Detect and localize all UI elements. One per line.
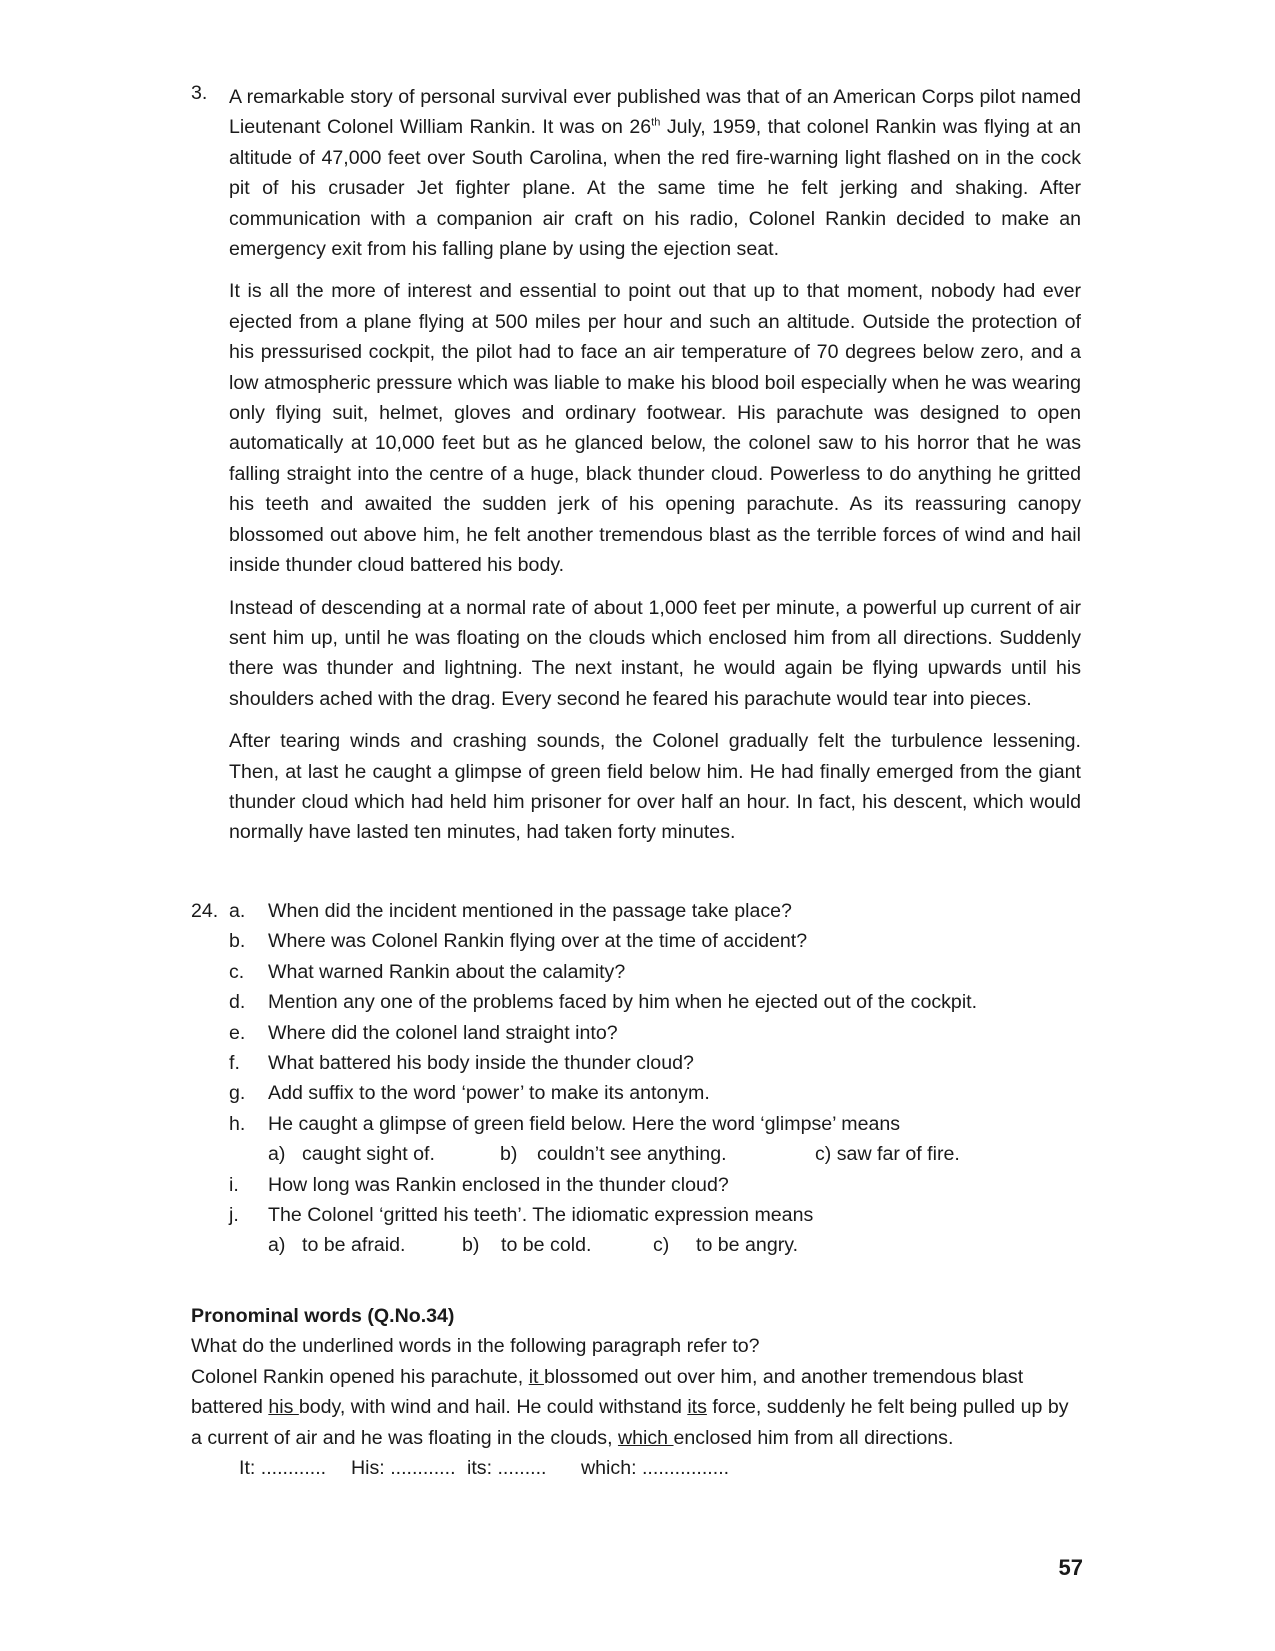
question-item xyxy=(191,926,1081,956)
question-item xyxy=(191,1170,1081,1200)
question-item xyxy=(191,1109,1081,1139)
question-item xyxy=(191,957,1081,987)
passage-paragraph-4: After tearing winds and crashing sounds, the Colonel gradually felt the turbulence lessening. Then, at last he caught a glimpse of green field below him. He had finally emerged from the giant thunder cloud which had held him prisoner for over half an hour. In fact, his descent, which would normally have lasted ten minutes, had taken forty minutes. xyxy=(229,730,1081,844)
question-text: Where was Colonel Rankin flying over at the time of accident? xyxy=(268,930,808,953)
question-letter: h. xyxy=(229,1112,246,1135)
passage-paragraph-2: It is all the more of interest and essential to point out that up to that moment, nobody had ever ejected from a plane flying at 500 miles per hour and such an altitude. Outside the protection of his pressurised cockpit, the pilot had to face an air temperature of 70 degrees below zero, and a low atmospheric pressure which was liable to make his blood boil especially when he was wearing only flying suit, helmet, gloves and ordinary footwear. His parachute was designed to open automatically at 10,000 feet but as he glanced below, the colonel saw to his horror that he was falling straight into the centre of a huge, black thunder cloud. Powerless to do anything he gritted his teeth and awaited the sudden jerk of his opening parachute. As its reassuring canopy blossomed out above him, he felt another tremendous blast as the terrible forces of wind and hail inside thunder cloud battered his body. xyxy=(229,280,1081,577)
question-text: What battered his body inside the thunder cloud? xyxy=(268,1051,694,1074)
option-label: c) xyxy=(653,1234,670,1257)
option-text: c) saw far of fire. xyxy=(815,1143,960,1166)
question-letter: i. xyxy=(229,1173,239,1196)
pronominal-section xyxy=(191,1301,1081,1483)
underlined-word: his xyxy=(268,1396,299,1419)
question-letter: f. xyxy=(229,1051,240,1074)
underlined-word: it xyxy=(528,1365,544,1388)
reading-passage xyxy=(191,82,1081,860)
question-item xyxy=(191,987,1081,1017)
answer-blank: It: ............ xyxy=(239,1457,327,1480)
paragraph-text: A remarkable story of personal survival ever published was that of an American Corps pilot named Lieutenant Colonel William Rankin. It was on 26 xyxy=(229,86,1081,139)
question-text: Add suffix to the word ‘power’ to make its antonym. xyxy=(268,1082,710,1105)
section-prompt: What do the underlined words in the following paragraph refer to? xyxy=(191,1335,760,1358)
paragraph-text: Colonel Rankin opened his parachute, xyxy=(191,1365,529,1388)
question-letter: e. xyxy=(229,1021,246,1044)
question-list xyxy=(191,896,1081,1261)
option-label: b) xyxy=(500,1143,518,1166)
question-text: How long was Rankin enclosed in the thunder cloud? xyxy=(268,1173,729,1196)
option-text: to be angry. xyxy=(696,1234,799,1257)
question-item xyxy=(191,1048,1081,1078)
question-text: Where did the colonel land straight into? xyxy=(268,1021,618,1044)
paragraph-text: body, with wind and hail. He could withstand xyxy=(298,1396,688,1419)
question-text: Mention any one of the problems faced by him when he ejected out of the cockpit. xyxy=(268,991,978,1014)
question-letter: d. xyxy=(229,991,246,1014)
passage-paragraph-1 xyxy=(229,82,1081,264)
question-letter: j. xyxy=(229,1203,239,1226)
ordinal-suffix: th xyxy=(651,116,661,129)
answer-blank: which: ................ xyxy=(581,1457,730,1480)
question-text: The Colonel ‘gritted his teeth’. The idiomatic expression means xyxy=(268,1203,814,1226)
paragraph-text: blossomed out over him, and another tremendous blast battered xyxy=(191,1365,1024,1419)
paragraph-text: enclosed him from all directions. xyxy=(673,1426,954,1449)
question-item xyxy=(191,896,1081,926)
question-number: 24. xyxy=(191,900,219,922)
answer-blank: His: ............ xyxy=(351,1457,456,1480)
underlined-word: which xyxy=(617,1426,674,1449)
answer-blank: its: ......... xyxy=(467,1457,547,1480)
paragraph-text: force, suddenly he felt being pulled up by a current of air and he was floating in the clouds, xyxy=(191,1396,1069,1449)
option-label: b) xyxy=(462,1234,480,1257)
paragraph-text: July, 1959, that colonel Rankin was flying at an altitude of 47,000 feet over South Carolina, when the red fire-warning light flashed on in the cock pit of his crusader Jet fighter plane. At the same time he felt jerking and shaking. After communication with a companion air craft on his radio, Colonel Rankin decided to make an emergency exit from his falling plane by using the ejection seat. xyxy=(229,116,1081,261)
option-text: to be cold. xyxy=(501,1234,592,1257)
option-text: to be afraid. xyxy=(302,1234,406,1257)
question-item xyxy=(191,1200,1081,1230)
question-letter: b. xyxy=(229,930,246,953)
passage-number: 3. xyxy=(191,82,208,104)
option-row-j xyxy=(191,1230,1081,1260)
question-text: When did the incident mentioned in the passage take place? xyxy=(268,900,792,922)
question-letter: g. xyxy=(229,1082,246,1105)
option-label: a) xyxy=(268,1234,286,1257)
question-text: What warned Rankin about the calamity? xyxy=(268,960,626,983)
option-text: couldn’t see anything. xyxy=(537,1143,727,1166)
page-number: 57 xyxy=(1058,1555,1083,1580)
pronominal-paragraph xyxy=(191,1362,1081,1453)
option-label: a) xyxy=(268,1143,286,1166)
section-heading: Pronominal words (Q.No.34) xyxy=(191,1305,455,1327)
option-text: caught sight of. xyxy=(302,1143,435,1166)
passage-paragraph-3: Instead of descending at a normal rate of about 1,000 feet per minute, a powerful up current of air sent him up, until he was floating on the clouds which enclosed him from all directions. Suddenly there was thunder and lightning. The next instant, he would again be flying upwards until his shoulders ached with the drag. Every second he feared his parachute would tear into pieces. xyxy=(229,596,1081,710)
question-letter: c. xyxy=(229,960,245,983)
question-text: He caught a glimpse of green field below. Here the word ‘glimpse’ means xyxy=(268,1112,901,1135)
question-letter: a. xyxy=(229,900,246,922)
option-row-h xyxy=(191,1139,1081,1169)
question-item xyxy=(191,1078,1081,1108)
answer-blanks xyxy=(191,1453,1081,1483)
underlined-word: its xyxy=(687,1396,707,1419)
question-item xyxy=(191,1018,1081,1048)
